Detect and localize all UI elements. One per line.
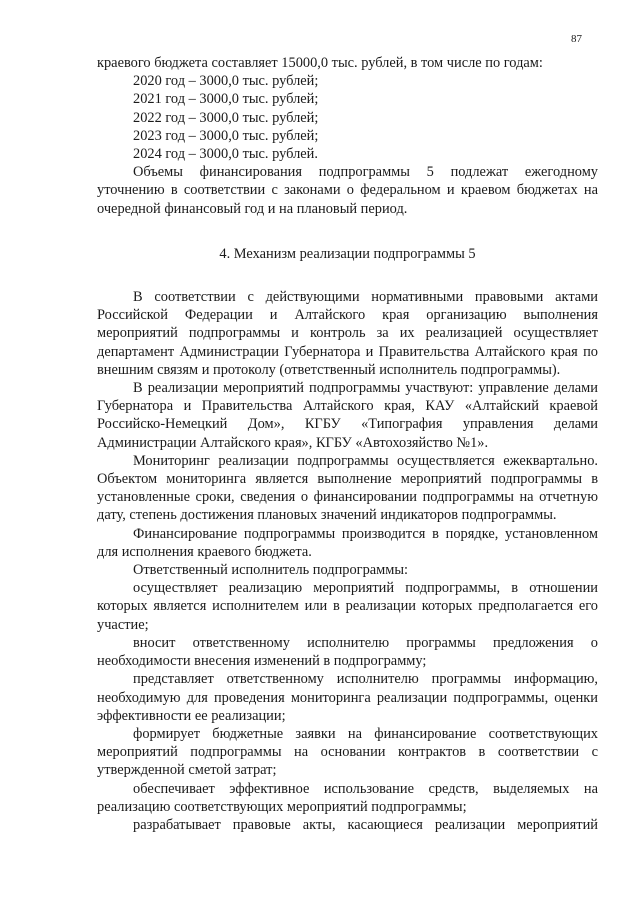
intro-line: краевого бюджета составляет 15000,0 тыс. рублей, в том числе по годам: — [97, 55, 543, 71]
duty-item: формирует бюджетные заявки на финансирование соответствующих мероприятий подпрограммы на основании контрактов в соответствии с утвержденной сметой затрат; — [97, 725, 598, 779]
duty-item: представляет ответственному исполнителю программы информацию, необходимую для проведения мониторинга реализации подпрограммы, оценки эффективности ее реализации; — [97, 671, 598, 724]
document-body — [97, 54, 598, 834]
paragraph-monitoring: Мониторинг реализации подпрограммы осуществляется ежеквартально. Объектом мониторинга является выполнение мероприятий подпрограммы в установленные сроки, сведения о финансировании подпрограммы на отчетную дату, степень достижения плановых значений индикаторов подпрограммы. — [97, 452, 598, 524]
duty-item: вносит ответственному исполнителю программы предложения о необходимости внесения изменений в подпрограмму; — [97, 634, 598, 670]
paragraph-executor-intro: Ответственный исполнитель подпрограммы: — [133, 562, 409, 579]
year-line-2024: 2024 год – 3000,0 тыс. рублей. — [133, 146, 318, 163]
year-line-2022: 2022 год – 3000,0 тыс. рублей; — [133, 109, 319, 126]
paragraph-participants: В реализации мероприятий подпрограммы участвуют: управление делами Губернатора и Правительства Алтайского края, КАУ «Алтайский краевой Российско-Немецкий Дом», КГБУ «Типография управления делами Администрации Алтайского края», КГБУ «Автохозяйство №1». — [97, 380, 598, 451]
year-line-2020: 2020 год – 3000,0 тыс. рублей; — [133, 73, 319, 90]
page-number: 87 — [571, 33, 582, 45]
year-line-2023: 2023 год – 3000,0 тыс. рублей; — [133, 127, 319, 144]
duty-item: разрабатывает правовые акты, касающиеся реализации мероприятий — [133, 816, 598, 833]
duty-item: осуществляет реализацию мероприятий подпрограммы, в отношении которых является исполнителем или в реализации которых предполагается его участие; — [97, 580, 598, 633]
paragraph-organization: В соответствии с действующими нормативными правовыми актами Российской Федерации и Алтайского края организацию выполнения мероприятий подпрограммы и контроль за их реализацией осуществляет департамент Администрации Губернатора и Правительства Алтайского края по внешним связям и протоколу (ответственный исполнитель подпрограммы). — [97, 289, 598, 378]
year-line-2021: 2021 год – 3000,0 тыс. рублей; — [133, 91, 319, 108]
section-heading: 4. Механизм реализации подпрограммы 5 — [219, 245, 476, 262]
funding-note: Объемы финансирования подпрограммы 5 подлежат ежегодному уточнению в соответствии с законами о федеральном и краевом бюджетах на очередной финансовый год и на плановый период. — [97, 164, 598, 217]
paragraph-financing: Финансирование подпрограммы производится в порядке, установленном для исполнения краевого бюджета. — [97, 525, 598, 560]
duty-item: обеспечивает эффективное использование средств, выделяемых на реализацию соответствующих мероприятий подпрограммы; — [97, 780, 598, 815]
